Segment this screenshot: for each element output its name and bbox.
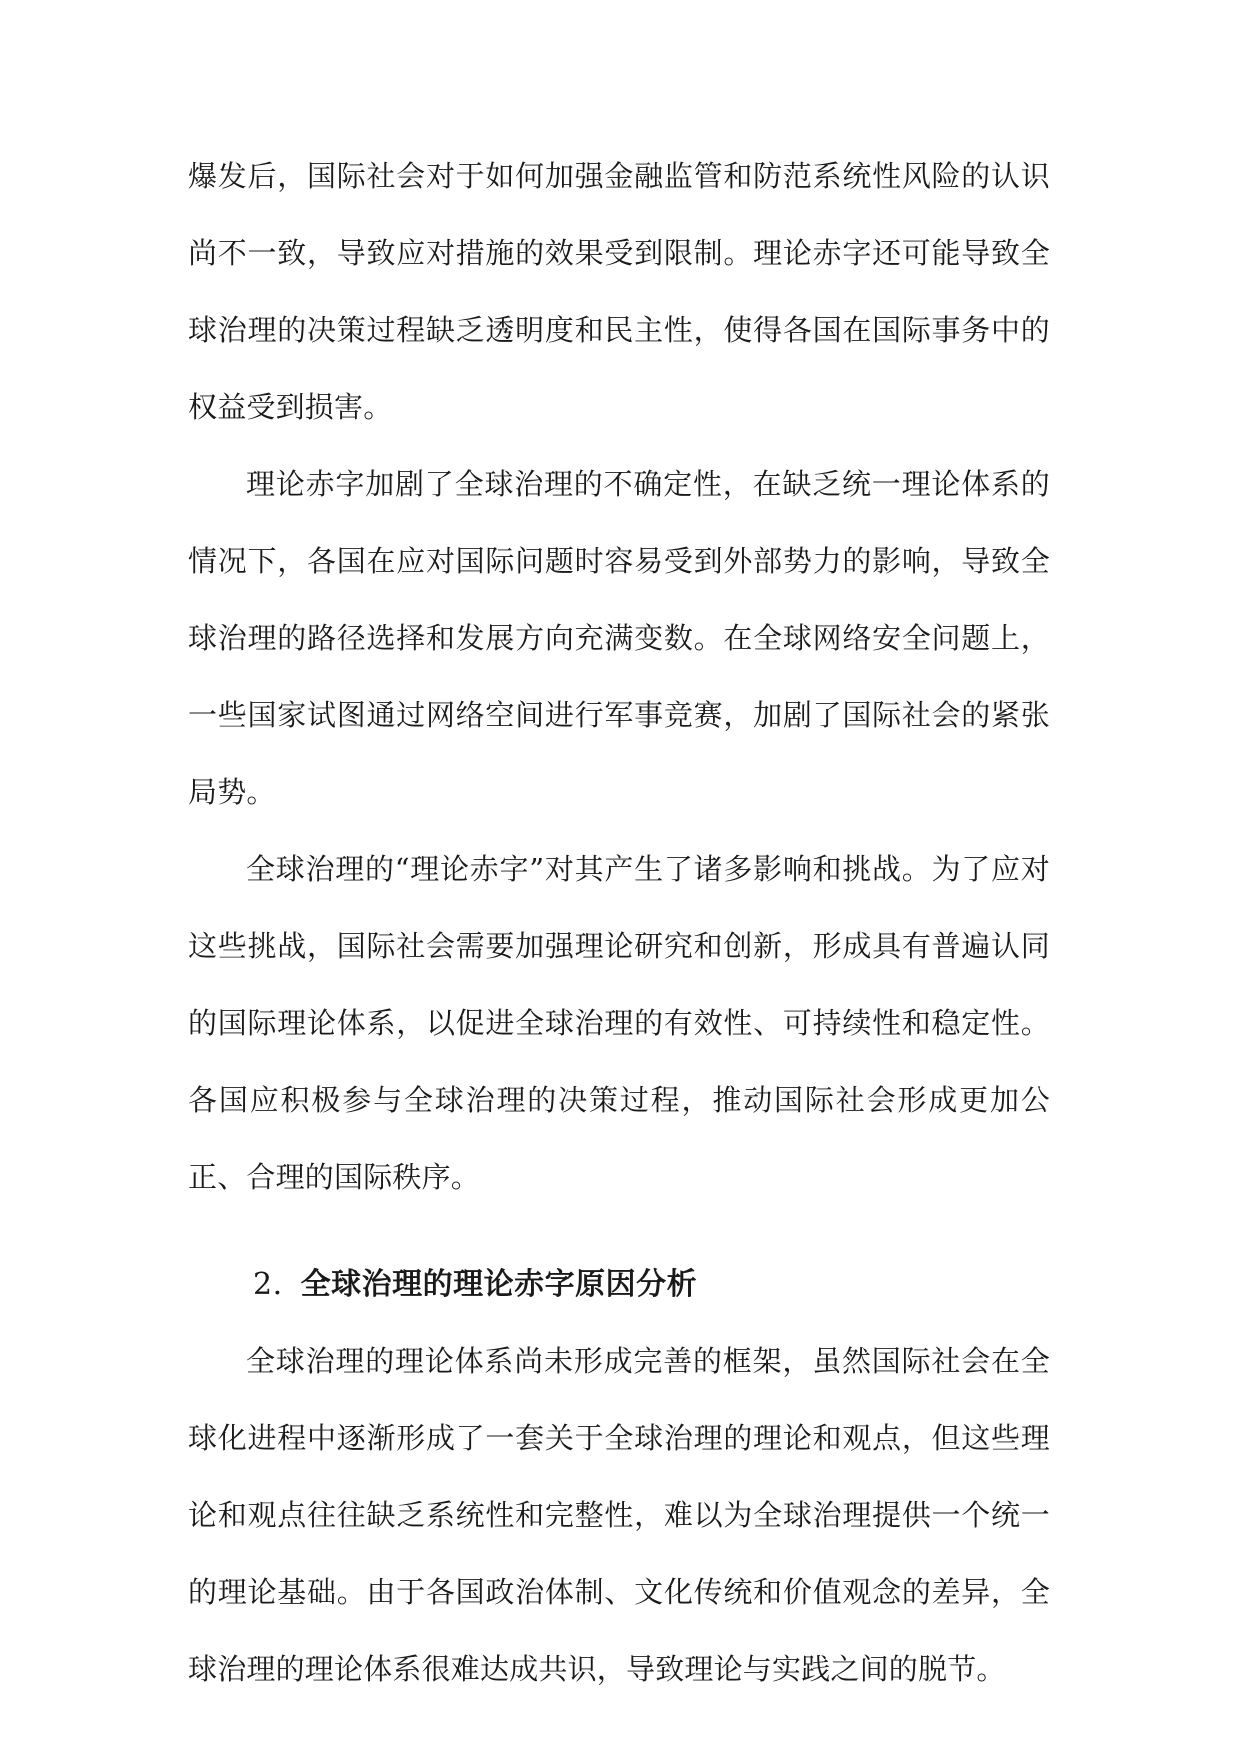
paragraph-uncertainty: 理论赤字加剧了全球治理的不确定性，在缺乏统一理论体系的情况下，各国在应对国际问题时容易受到外部势力的影响，导致全球治理的路径选择和发展方向充满变数。在全球网络安全问题上，一些国家试图通过网络空间进行军事竞赛，加剧了国际社会的紧张局势。 <box>188 467 1050 809</box>
section-heading <box>253 1246 1050 1323</box>
paragraph-challenges: 全球治理的“理论赤字”对其产生了诸多影响和挑战。为了应对这些挑战，国际社会需要加强理论研究和创新，形成具有普遍认同的国际理论体系，以促进全球治理的有效性、可持续性和稳定性。各国应积极参与全球治理的决策过程，推动国际社会形成更加公正、合理的国际秩序。 <box>188 852 1050 1194</box>
section-title: 全球治理的理论赤字原因分析 <box>300 1267 698 1302</box>
paragraph-continued: 爆发后，国际社会对于如何加强金融监管和防范系统性风险的认识尚不一致，导致应对措施的效果受到限制。理论赤字还可能导致全球治理的决策过程缺乏透明度和民主性，使得各国在国际事务中的权益受到损害。 <box>188 159 1050 424</box>
paragraph-causes: 全球治理的理论体系尚未形成完善的框架，虽然国际社会在全球化进程中逐渐形成了一套关于全球治理的理论和观点，但这些理论和观点往往缺乏系统性和完整性，难以为全球治理提供一个统一的理论基础。由于各国政治体制、文化传统和价值观念的差异，全球治理的理论体系很难达成共识，导致理论与实践之间的脱节。 <box>188 1344 1050 1686</box>
section-number: 2. <box>253 1267 283 1302</box>
document-body <box>188 138 1050 1708</box>
